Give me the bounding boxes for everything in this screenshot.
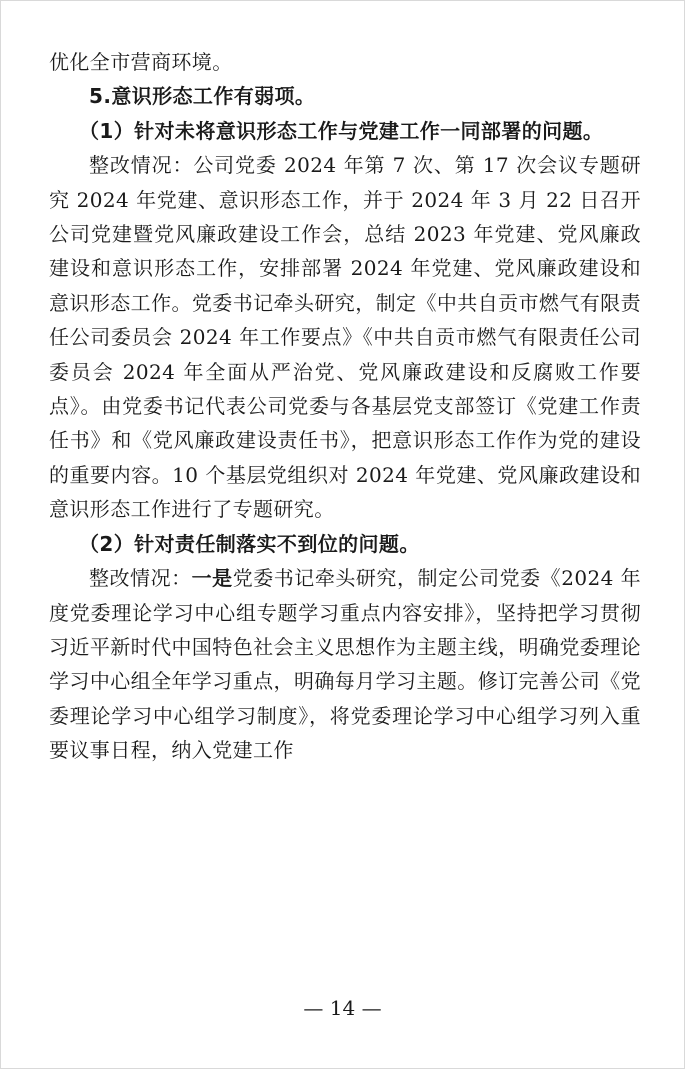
rectification-paragraph-1: 整改情况：公司党委 2024 年第 7 次、第 17 次会议专题研究 2024 年党建、意识形态工作，并于 2024 年 3 月 22 日召开公司党建暨党风廉政建设工作会，总结 2023 年党建、党风廉政建设和意识形态工作，安排部署 2024 年党建、党风廉政建设和意识形态工作。党委书记牵头研究，制定《中共自贡市燃气有限责任公司委员会 2024 年工作要点》《中共自贡市燃气有限责任公司委员会 2024 年全面从严治党、党风廉政建设和反腐败工作要点》。由党委书记代表公司党委与各基层党支部签订《党建工作责任书》和《党风廉政建设责任书》，把意识形态工作作为党的建设的重要内容。10 个基层党组织对 2024 年党建、党风廉政建设和意识形态工作进行了专题研究。 (49, 153, 641, 522)
rectification-paragraph-2 (49, 561, 641, 767)
point-lead: 一是 (191, 566, 233, 591)
paragraph-continuation: 优化全市营商环境。 (49, 50, 233, 74)
issue-heading: 5.意识形态工作有弱项。 (89, 84, 316, 109)
point-text: 党委书记牵头研究，制定公司党委《2024 年度党委理论学习中心组专题学习重点内容安排》，坚持把学习贯彻习近平新时代中国特色社会主义思想作为主题主线，明确党委理论学习中心组全年学习重点，明确每月学习主题。修订完善公司《党委理论学习中心组学习制度》，将党委理论学习中心组学习列入重要议事日程，纳入党建工作 (49, 566, 641, 763)
page-number: — 14 — (303, 996, 382, 1020)
subissue-heading-1: （1）针对未将意识形态工作与党建工作一同部署的问题。 (79, 118, 604, 143)
rectification-label: 整改情况： (89, 566, 192, 591)
document-body (49, 45, 641, 768)
subissue-heading-2: （2）针对责任制落实不到位的问题。 (79, 531, 420, 556)
